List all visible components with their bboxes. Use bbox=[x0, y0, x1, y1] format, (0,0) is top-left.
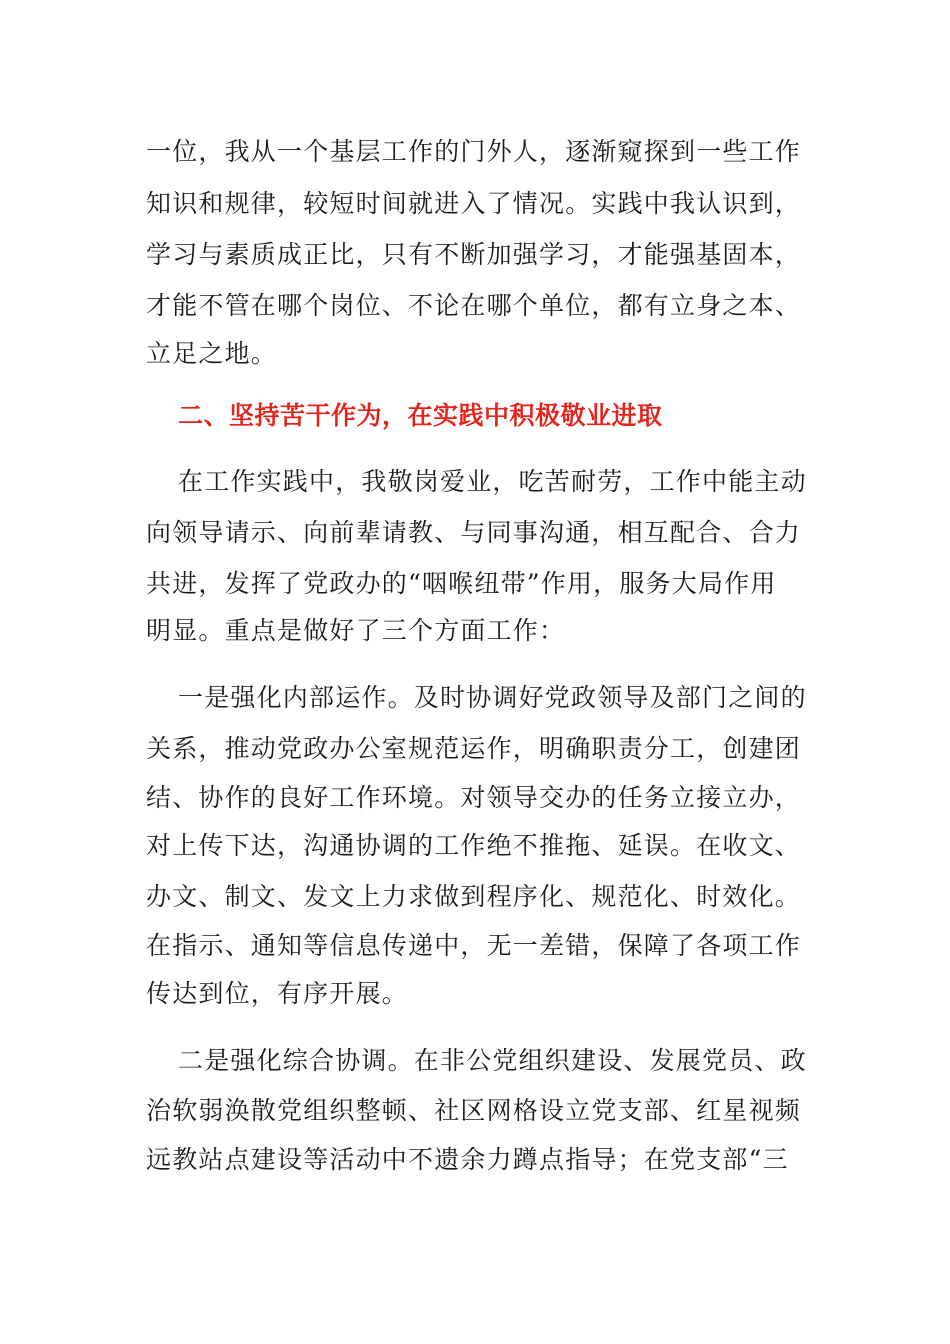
text-line: 关系，推动党政办公室规范运作，明确职责分工，创建团 bbox=[146, 734, 802, 763]
text-line: 一位，我从一个基层工作的门外人，逐渐窥探到一些工作 bbox=[146, 137, 802, 166]
text-line: 共进，发挥了党政办的“咽喉纽带”作用，服务大局作用 bbox=[146, 569, 777, 598]
text-line: 向领导请示、向前辈请教、与同事沟通，相互配合、合力 bbox=[146, 518, 802, 547]
text-line: 明显。重点是做好了三个方面工作： bbox=[146, 616, 566, 645]
text-line: 知识和规律，较短时间就进入了情况。实践中我认识到， bbox=[146, 189, 802, 218]
text-line: 学习与素质成正比，只有不断加强学习，才能强基固本， bbox=[146, 240, 802, 269]
text-line: 传达到位，有序开展。 bbox=[146, 979, 409, 1008]
text-line: 在指示、通知等信息传递中，无一差错，保障了各项工作 bbox=[146, 931, 802, 960]
text-line: 办文、制文、发文上力求做到程序化、规范化、时效化。 bbox=[146, 882, 802, 911]
text-line: 一是强化内部运作。及时协调好党政领导及部门之间的 bbox=[178, 683, 807, 712]
text-line: 结、协作的良好工作环境。对领导交办的任务立接立办， bbox=[146, 783, 802, 812]
text-line: 二是强化综合协调。在非公党组织建设、发展党员、政 bbox=[178, 1046, 807, 1075]
text-line: 在工作实践中，我敬岗爱业，吃苦耐劳，工作中能主动 bbox=[178, 467, 807, 496]
text-line: 立足之地。 bbox=[146, 339, 278, 368]
section-heading: 二、坚持苦干作为，在实践中积极敬业进取 bbox=[178, 401, 663, 430]
text-line: 远教站点建设等活动中不遗余力蹲点指导；在党支部“三 bbox=[146, 1145, 789, 1174]
text-line: 治软弱涣散党组织整顿、社区网格设立党支部、红星视频 bbox=[146, 1096, 802, 1125]
text-line: 才能不管在哪个岗位、不论在哪个单位，都有立身之本、 bbox=[146, 291, 802, 320]
text-line: 对上传下达，沟通协调的工作绝不推拖、延误。在收文、 bbox=[146, 831, 802, 860]
